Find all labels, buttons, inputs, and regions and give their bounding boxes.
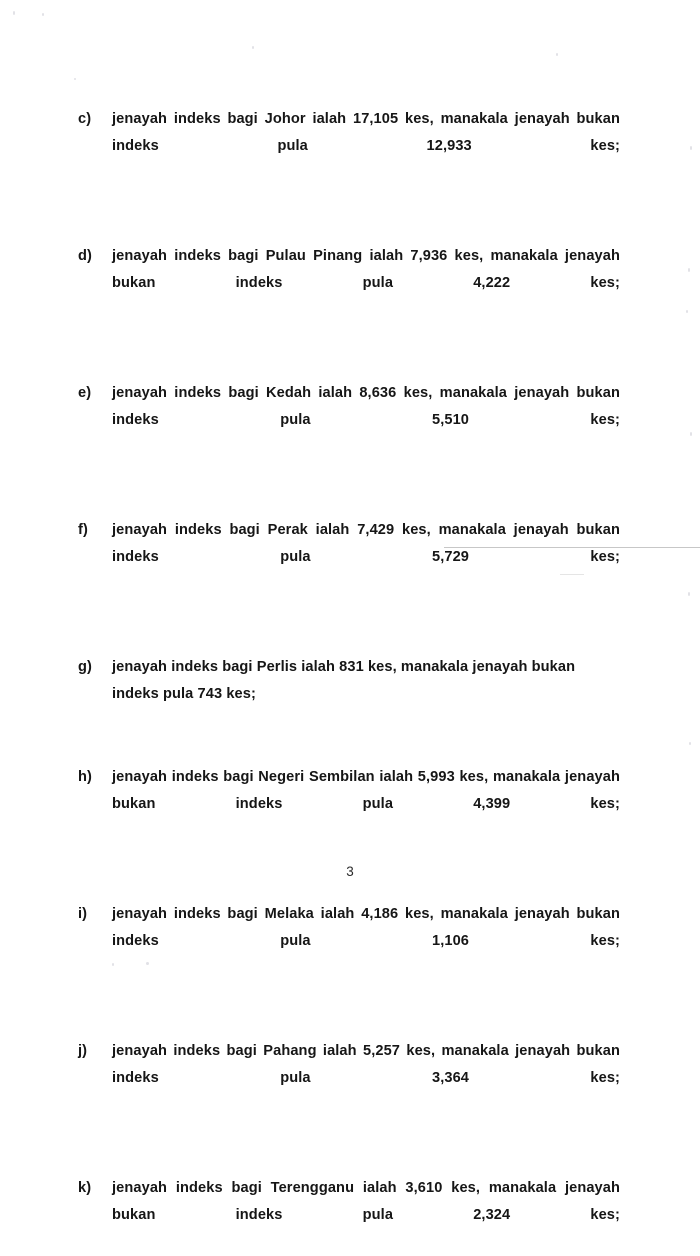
list-item-text: jenayah indeks bagi Perak ialah 7,429 kes, manakala jenayah bukan indeks pula 5,729 kes; [112,522,620,565]
list-item [78,106,620,187]
list-item [78,764,620,845]
list-item-marker: i) [78,906,88,922]
list-item-marker: c) [78,111,92,127]
scan-speckle [252,46,254,49]
scan-speckle [42,13,44,16]
scan-speckle [688,268,690,272]
list-item-marker: e) [78,385,92,401]
list-item-text: jenayah indeks bagi Terengganu ialah 3,610 kes, manakala jenayah bukan indeks pula 2,324 kes; [112,1180,620,1223]
list-item [78,654,620,708]
list-item [78,901,620,982]
scan-speckle [74,78,76,80]
list-item-text: jenayah indeks bagi Pulau Pinang ialah 7,936 kes, manakala jenayah bukan indeks pula 4,222 kes; [112,248,620,291]
list-item-marker: g) [78,659,92,675]
scan-speckle [689,742,691,745]
list-item-text: jenayah indeks bagi Melaka ialah 4,186 kes, manakala jenayah bukan indeks pula 1,106 kes; [112,906,620,949]
list-item-text: jenayah indeks bagi Perlis ialah 831 kes, manakala jenayah bukan indeks pula 743 kes; [112,659,576,702]
list-item-text: jenayah indeks bagi Kedah ialah 8,636 kes, manakala jenayah bukan indeks pula 5,510 kes; [112,385,620,428]
scan-speckle [13,11,15,15]
list-item-text: jenayah indeks bagi Pahang ialah 5,257 kes, manakala jenayah bukan indeks pula 3,364 kes; [112,1043,620,1086]
list-item [78,1038,620,1119]
clause-list [78,106,620,1256]
list-item-text: jenayah indeks bagi Johor ialah 17,105 kes, manakala jenayah bukan indeks pula 12,933 kes; [112,111,620,154]
list-item [78,243,620,324]
list-item-marker: k) [78,1180,92,1196]
list-item-marker: h) [78,769,92,785]
list-item [78,1175,620,1256]
scan-speckle [686,310,688,313]
list-item-marker: d) [78,248,92,264]
list-item-marker: f) [78,522,88,538]
scan-speckle [690,432,692,436]
scan-speckle [690,146,692,150]
list-item [78,517,620,598]
page-number: 3 [346,864,354,879]
list-item-marker: j) [78,1043,88,1059]
list-item-text: jenayah indeks bagi Negeri Sembilan ialah 5,993 kes, manakala jenayah bukan indeks pula 4,399 kes; [112,769,620,812]
scan-speckle [556,53,558,56]
scan-speckle [688,592,690,596]
list-item [78,380,620,461]
